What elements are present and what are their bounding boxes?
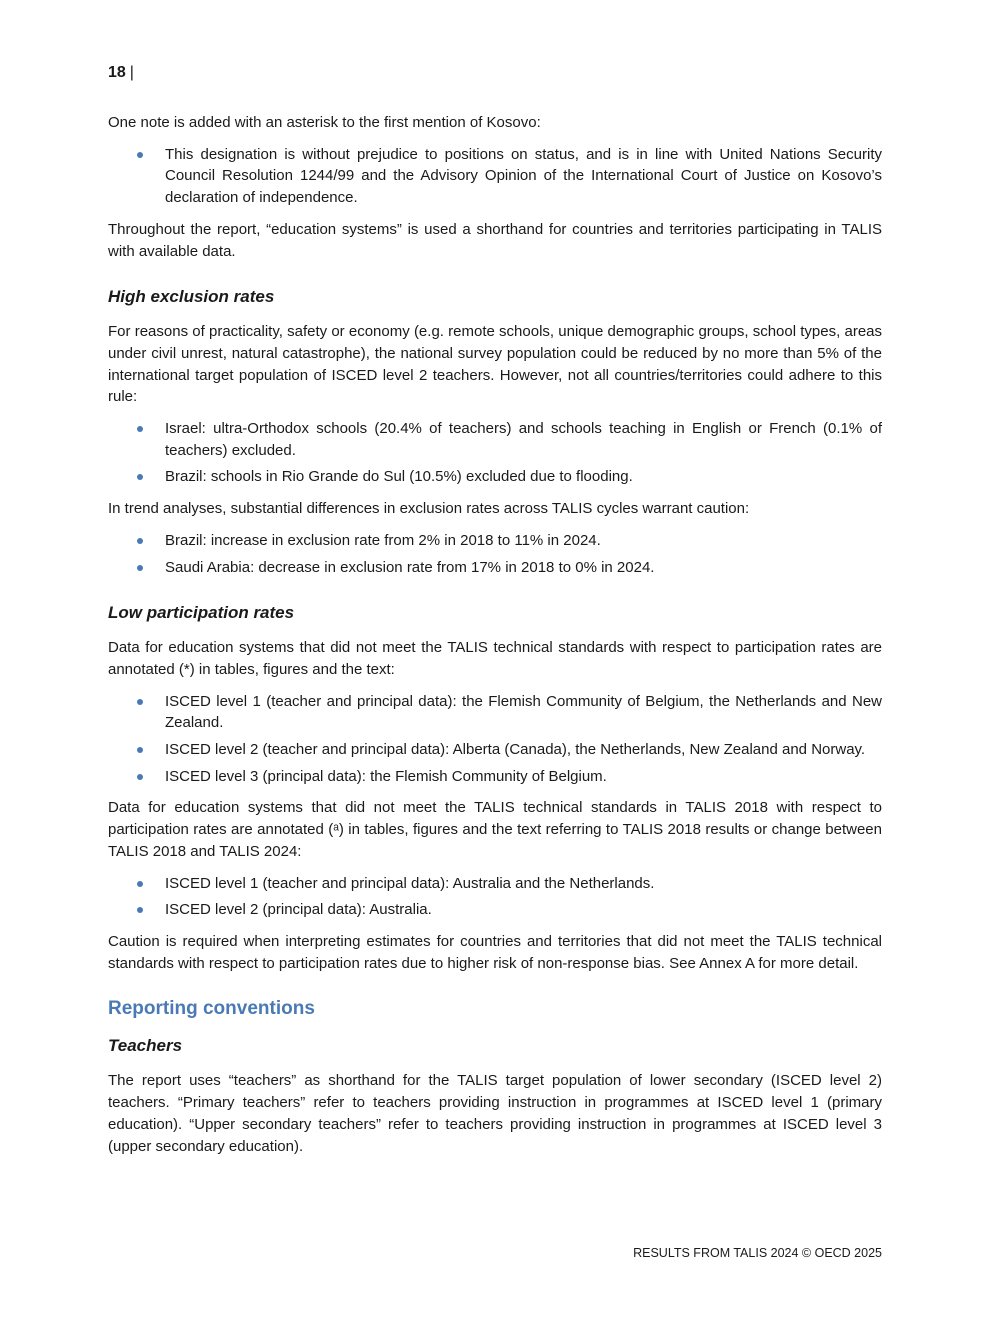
participation-list [108, 691, 882, 788]
list-item: ISCED level 2 (teacher and principal data): Alberta (Canada), the Netherlands, New Zealand and Norway. [108, 739, 882, 761]
list-item: This designation is without prejudice to positions on status, and is in line with United Nations Security Council Resolution 1244/99 and the Advisory Opinion of the International Court of Justice on Kosovo’s declaration of independence. [108, 144, 882, 209]
page-number-separator: | [129, 64, 134, 81]
participation-paragraph: Data for education systems that did not meet the TALIS technical standards with respect to participation rates are annotated (*) in tables, figures and the text: [108, 639, 882, 678]
bullet-icon [137, 426, 143, 432]
subsection-heading-teachers: Teachers [108, 1036, 183, 1056]
bullet-icon [137, 565, 143, 571]
caution-paragraph: Caution is required when interpreting estimates for countries and territories that did not meet the TALIS technical standards with respect to participation rates due to higher risk of non-response bias. See Annex A for more detail. [108, 932, 882, 972]
bullet-icon [137, 881, 143, 887]
list-item: ISCED level 1 (teacher and principal data): Australia and the Netherlands. [108, 873, 882, 895]
kosovo-note-list [108, 144, 882, 209]
page-body [108, 112, 882, 1167]
list-item: ISCED level 3 (principal data): the Flemish Community of Belgium. [108, 766, 882, 788]
page-number: 18 | [108, 64, 134, 81]
list-item: Saudi Arabia: decrease in exclusion rate from 17% in 2018 to 0% in 2024. [108, 557, 882, 579]
participation-2018-paragraph: Data for education systems that did not meet the TALIS technical standards in TALIS 2018 with respect to participation rates are annotated (ᵃ) in tables, figures and the text referring to TALIS 2018 results or change between TALIS 2018 and TALIS 2024: [108, 799, 882, 860]
education-systems-paragraph: Throughout the report, “education systems” is used a shorthand for countries and territories participating in TALIS with available data. [108, 220, 882, 260]
bullet-icon [137, 907, 143, 913]
participation-2018-list [108, 873, 882, 921]
section-heading-reporting-conventions: Reporting conventions [108, 998, 315, 1020]
section-heading-participation: Low participation rates [108, 603, 295, 623]
bullet-icon [137, 474, 143, 480]
list-item: Brazil: schools in Rio Grande do Sul (10.5%) excluded due to flooding. [108, 466, 882, 488]
exclusion-paragraph: For reasons of practicality, safety or economy (e.g. remote schools, unique demographic groups, school types, areas under civil unrest, natural catastrophe), the national survey population could be reduced by no more than 5% of the international target population of ISCED level 2 teachers. However, not all countries/territories could adhere to this rule: [108, 323, 882, 406]
bullet-icon [137, 699, 143, 705]
bullet-icon [137, 538, 143, 544]
teachers-paragraph: The report uses “teachers” as shorthand for the TALIS target population of lower secondary (ISCED level 2) teachers. “Primary teachers” refer to teachers providing instruction in programmes at ISCED level 1 (primary education). “Upper secondary teachers” refer to teachers providing instruction in programmes at ISCED level 3 (upper secondary education). [108, 1072, 882, 1155]
list-item: ISCED level 1 (teacher and principal data): the Flemish Community of Belgium, the Netherlands and New Zealand. [108, 691, 882, 734]
list-item: Brazil: increase in exclusion rate from 2% in 2018 to 11% in 2024. [108, 530, 882, 552]
page-footer: RESULTS FROM TALIS 2024 © OECD 2025 [633, 1246, 882, 1260]
bullet-icon [137, 747, 143, 753]
trend-paragraph: In trend analyses, substantial differences in exclusion rates across TALIS cycles warrant caution: [108, 500, 750, 518]
trend-list [108, 530, 882, 578]
kosovo-note-intro: One note is added with an asterisk to the first mention of Kosovo: [108, 114, 541, 131]
section-heading-exclusion: High exclusion rates [108, 287, 275, 307]
list-item: ISCED level 2 (principal data): Australia. [108, 899, 882, 921]
list-item: Israel: ultra-Orthodox schools (20.4% of teachers) and schools teaching in English or French (0.1% of teachers) excluded. [108, 418, 882, 461]
exclusion-list [108, 418, 882, 488]
bullet-icon [137, 774, 143, 780]
bullet-icon [137, 152, 143, 158]
